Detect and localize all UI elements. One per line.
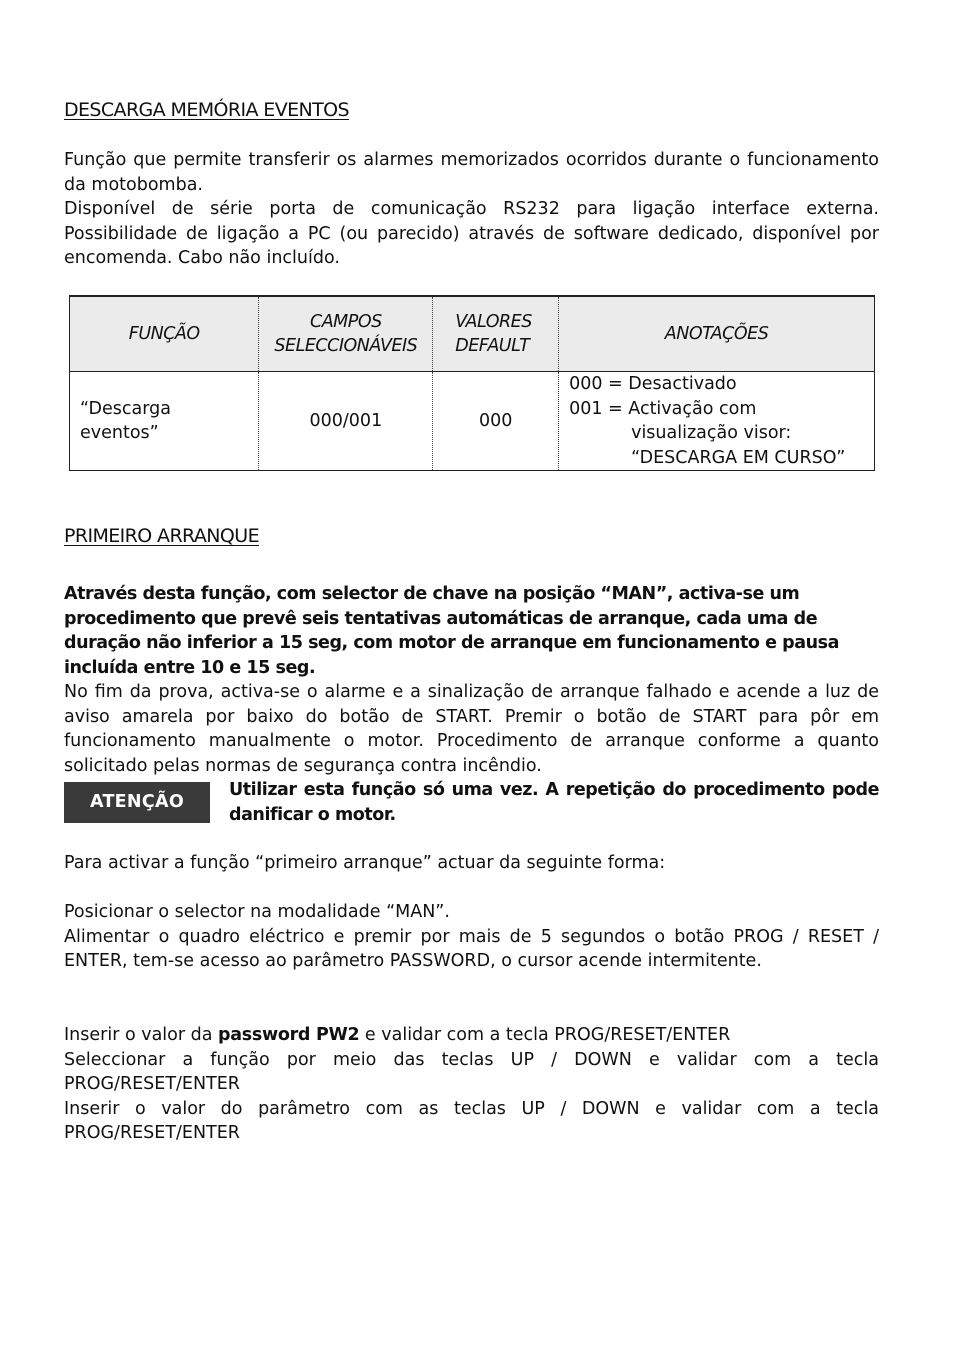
- paragraph-activate: Para activar a função “primeiro arranque” actuar da seguinte forma:: [64, 853, 666, 873]
- step-position-selector: Posicionar o selector na modalidade “MAN”.: [64, 902, 450, 922]
- cell-default: 000: [433, 372, 559, 471]
- cell-funcao-line2: eventos”: [80, 423, 159, 443]
- section-descarga-text: [64, 148, 879, 271]
- step-insert-value: Inserir o valor do parâmetro com as teclas UP / DOWN e validar com a tecla PROG/RESET/ENTER: [64, 1098, 879, 1143]
- note-line-4: “DESCARGA EM CURSO”: [631, 447, 846, 468]
- attention-badge: ATENÇÃO: [64, 782, 210, 823]
- cell-funcao-line1: “Descarga: [80, 398, 171, 419]
- activation-steps-2: [64, 1023, 879, 1146]
- note-line-1: 000 = Desactivado: [569, 374, 737, 394]
- paragraph-arranque-intro: Através desta função, com selector de chave na posição “MAN”, activa-se um procedimento que prevê seis tentativas automáticas de arranque, cada uma de duração não inferior a 15 seg, com motor de arranque em funcionamento e pausa incluída entre 10 e 15 seg.: [64, 584, 839, 678]
- header-campos: [259, 296, 433, 372]
- header-campos-line2: SELECCIONÁVEIS: [274, 336, 418, 356]
- step-insert-password-post: e validar com a tecla PROG/RESET/ENTER: [359, 1025, 731, 1045]
- note-line-3: visualização visor:: [631, 423, 792, 443]
- password-pw2-label: password PW2: [218, 1025, 360, 1045]
- paragraph-descarga-function: Função que permite transferir os alarmes memorizados ocorridos durante o funcionamento da motobomba.: [64, 150, 879, 195]
- activation-steps-1: [64, 900, 879, 974]
- cell-funcao: [70, 372, 259, 471]
- header-anotacoes: ANOTAÇÕES: [559, 296, 875, 372]
- cell-campos: 000/001: [259, 372, 433, 471]
- header-funcao: FUNÇÃO: [70, 296, 259, 372]
- paragraph-descarga-availability: Disponível de série porta de comunicação RS232 para ligação interface externa. Possibilidade de ligação a PC (ou parecido) através de software dedicado, disponível por encomenda. Cabo não incluído.: [64, 199, 879, 268]
- section-arranque-text: [64, 582, 879, 778]
- header-campos-line1: CAMPOS: [309, 311, 382, 332]
- section-heading-primeiro-arranque: PRIMEIRO ARRANQUE: [64, 525, 259, 547]
- step-select-function: Seleccionar a função por meio das teclas UP / DOWN e validar com a tecla PROG/RESET/ENTER: [64, 1049, 879, 1094]
- table-header-row: [70, 296, 875, 372]
- header-valores-line2: DEFAULT: [455, 336, 530, 356]
- paragraph-arranque-end: No fim da prova, activa-se o alarme e a sinalização de arranque falhado e acende a luz de aviso amarela por baixo do botão de START. Premir o botão de START para pôr em funcionamento manualmente o motor. Procedimento de arranque conforme a quanto solicitado pelas normas de segurança contra incêndio.: [64, 682, 879, 776]
- note-line-2: 001 = Activação com: [569, 398, 757, 419]
- warning-text: Utilizar esta função só uma vez. A repetição do procedimento pode danificar o motor.: [229, 780, 879, 825]
- header-valores-line1: VALORES: [455, 311, 532, 332]
- table-row: [70, 372, 875, 471]
- step-insert-password-pre: Inserir o valor da: [64, 1025, 219, 1045]
- cell-anotacoes: [559, 372, 875, 471]
- step-power-panel: Alimentar o quadro eléctrico e premir por mais de 5 segundos o botão PROG / RESET / ENTER, tem-se acesso ao parâmetro PASSWORD, o cursor acende intermitente.: [64, 926, 879, 971]
- header-valores: [433, 296, 559, 372]
- step-insert-password: [64, 1023, 879, 1048]
- activation-intro: [64, 851, 879, 876]
- function-table: [69, 295, 875, 471]
- section-heading-descarga: DESCARGA MEMÓRIA EVENTOS: [64, 99, 349, 121]
